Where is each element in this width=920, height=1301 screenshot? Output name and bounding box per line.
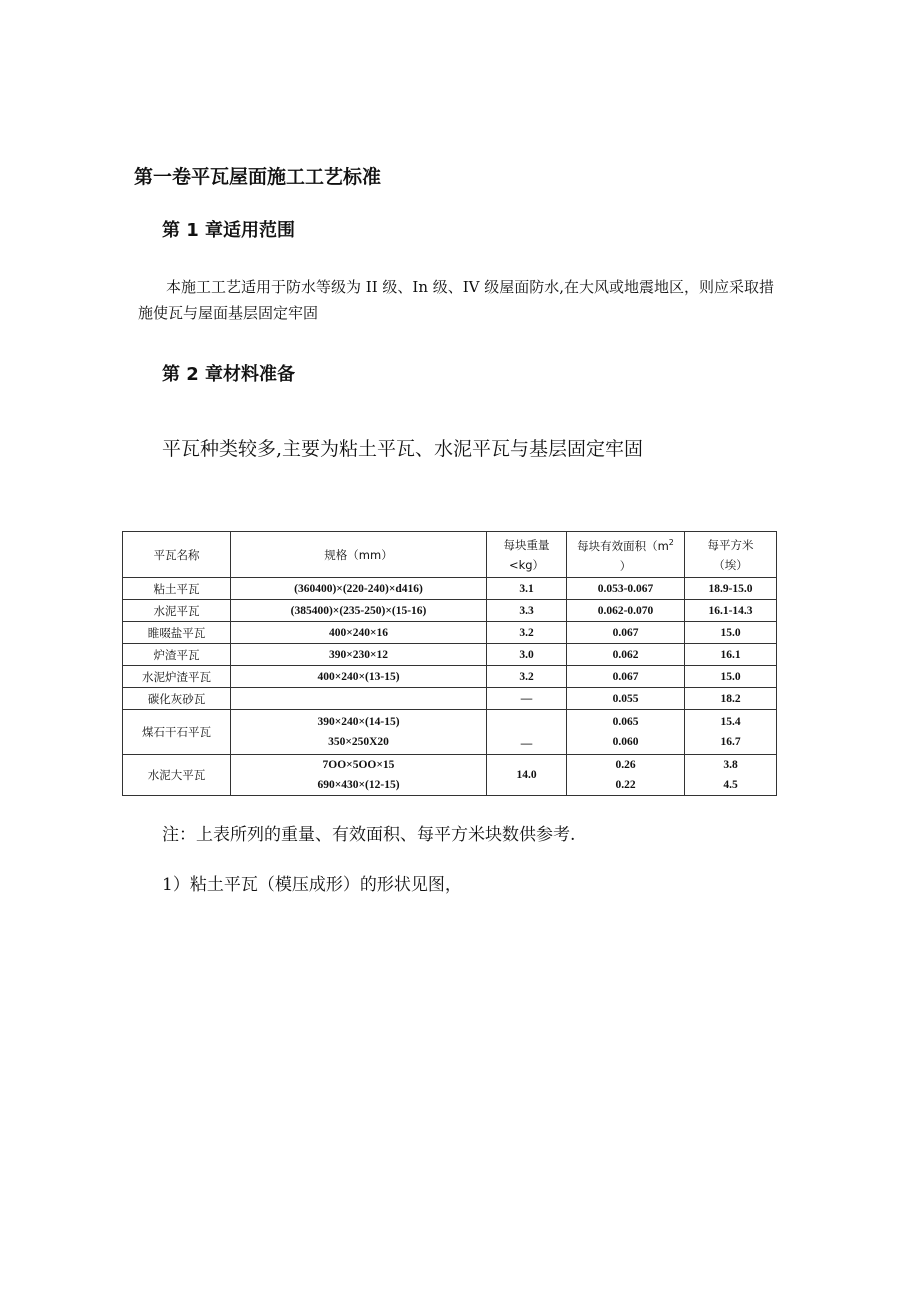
table-row	[123, 578, 777, 600]
cell-area	[567, 710, 685, 755]
header-area-sup: 2	[668, 538, 674, 548]
cell-per-sqm	[685, 755, 777, 796]
cell-spec-line2: 350×250X20	[328, 736, 389, 748]
table-row-coal-gangue	[123, 710, 777, 755]
chapter-1-heading: 第 1 章适用范围	[162, 220, 296, 241]
cell-weight: 3.2	[487, 666, 567, 688]
cell-spec-line2: 690×430×(12-15)	[317, 779, 400, 791]
cell-area: 0.067	[567, 622, 685, 644]
header-per-line1: 每平方米	[707, 537, 754, 552]
cell-per-sqm	[685, 710, 777, 755]
chapter-2-intro: 平瓦种类较多,主要为粘土平瓦、水泥平瓦与基层固定牢固	[162, 438, 644, 460]
cell-area: 0.067	[567, 666, 685, 688]
cell-name: 水泥平瓦	[123, 600, 231, 622]
cell-name: 水泥大平瓦	[123, 755, 231, 796]
header-per-sqm	[685, 532, 777, 578]
cell-spec: (385400)×(235-250)×(15-16)	[231, 600, 487, 622]
cell-per-sqm: 15.0	[685, 666, 777, 688]
cell-area: 0.053-0.067	[567, 578, 685, 600]
cell-spec: 400×240×16	[231, 622, 487, 644]
cell-spec	[231, 755, 487, 796]
cell-per-sqm: 18.2	[685, 688, 777, 710]
cell-spec: 390×230×12	[231, 644, 487, 666]
cell-area: 0.055	[567, 688, 685, 710]
table-header-row	[123, 532, 777, 578]
header-spec: 规格（mm）	[231, 532, 487, 578]
cell-weight: 3.3	[487, 600, 567, 622]
header-area-text: 每块有效面积（m	[577, 538, 669, 553]
header-area-line2: ）	[619, 558, 632, 573]
cell-area: 0.062-0.070	[567, 600, 685, 622]
cell-spec: (360400)×(220-240)×d416)	[231, 578, 487, 600]
cell-per-sqm: 16.1	[685, 644, 777, 666]
cell-per-sqm: 15.0	[685, 622, 777, 644]
chapter-1-body: 本施工工艺适用于防水等级为 II 级、In 级、IV 级屋面防水,在大风或地震地区，则应采取措施使瓦与屋面基层固定牢固	[138, 278, 775, 322]
cell-area-line2: 0.060	[612, 736, 639, 748]
cell-name: 水泥炉渣平瓦	[123, 666, 231, 688]
list-item-1: 1）粘土平瓦（模压成形）的形状见图，	[162, 875, 462, 895]
table-row	[123, 600, 777, 622]
table-row	[123, 666, 777, 688]
cell-name: 睢啜盐平瓦	[123, 622, 231, 644]
cell-per-sqm: 18.9-15.0	[685, 578, 777, 600]
cell-weight: 3.0	[487, 644, 567, 666]
header-per-line2: （埃）	[713, 557, 748, 572]
cell-weight: 14.0	[487, 755, 567, 796]
cell-area-line1: 0.065	[612, 716, 639, 728]
cell-weight-value: —	[520, 738, 533, 750]
header-area	[567, 532, 685, 578]
cell-name: 粘土平瓦	[123, 578, 231, 600]
cell-spec-line1: 7OO×5OO×15	[322, 759, 395, 771]
header-area-line1	[567, 533, 684, 556]
document-title: 第一卷平瓦屋面施工工艺标准	[134, 166, 382, 188]
cell-area-line1: 0.26	[615, 759, 636, 771]
cell-weight: 3.2	[487, 622, 567, 644]
cell-spec	[231, 688, 487, 710]
cell-per-line2: 16.7	[720, 736, 741, 748]
table-row	[123, 688, 777, 710]
cell-per-line1: 3.8	[723, 759, 738, 771]
cell-name: 炉渣平瓦	[123, 644, 231, 666]
table-row-large-cement	[123, 755, 777, 796]
tile-spec-table	[122, 531, 777, 796]
cell-area	[567, 755, 685, 796]
cell-per-sqm: 16.1-14.3	[685, 600, 777, 622]
cell-per-line1: 15.4	[720, 716, 741, 728]
cell-weight	[487, 710, 567, 755]
cell-spec	[231, 710, 487, 755]
cell-spec-line1: 390×240×(14-15)	[317, 716, 400, 728]
cell-name: 煤石干石平瓦	[123, 710, 231, 755]
table-row	[123, 622, 777, 644]
header-weight-line2: <kg）	[508, 557, 545, 572]
chapter-2-heading: 第 2 章材料准备	[162, 364, 296, 385]
cell-weight: 3.1	[487, 578, 567, 600]
cell-area: 0.062	[567, 644, 685, 666]
cell-name: 碳化灰砂瓦	[123, 688, 231, 710]
table-row	[123, 644, 777, 666]
header-weight	[487, 532, 567, 578]
cell-area-line2: 0.22	[615, 779, 636, 791]
cell-weight: —	[487, 688, 567, 710]
header-name: 平瓦名称	[123, 532, 231, 578]
header-weight-line1: 每块重量	[503, 537, 550, 552]
table-note: 注：上表所列的重量、有效面积、每平方米块数供参考.	[162, 825, 576, 845]
cell-spec: 400×240×(13-15)	[231, 666, 487, 688]
cell-per-line2: 4.5	[723, 779, 738, 791]
